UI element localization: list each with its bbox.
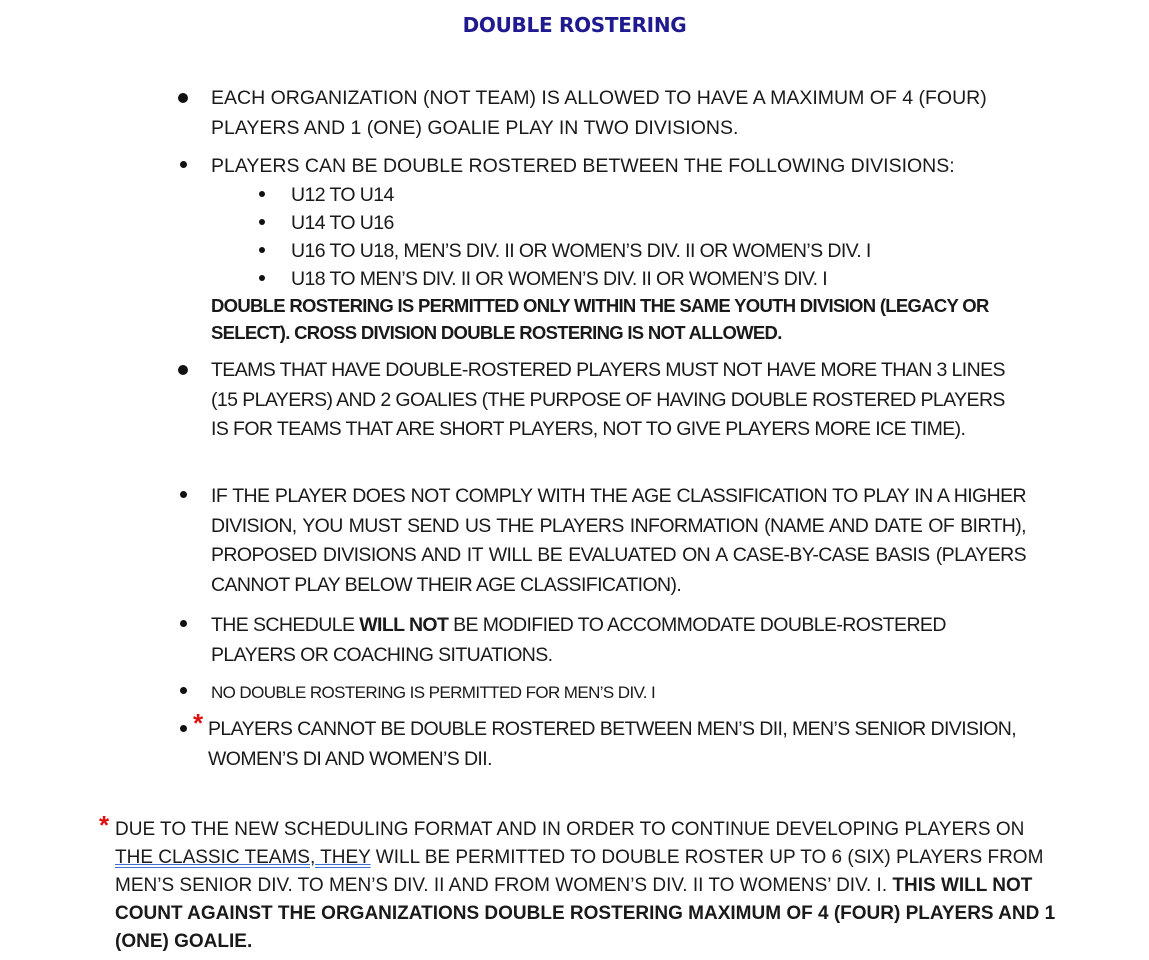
bullet <box>180 725 187 732</box>
rule-adult-divisions-text: PLAYERS CANNOT BE DOUBLE ROSTERED BETWEEN MEN’S DII, MEN’S SENIOR DIVISION, WOMEN’S DI AND WOMEN’S DII. <box>208 718 1017 770</box>
bullet <box>180 620 187 627</box>
rule-team-lines: TEAMS THAT HAVE DOUBLE-ROSTERED PLAYERS MUST NOT HAVE MORE THAN 3 LINES (15 PLAYERS) AND 2 GOALIES (THE PURPOSE OF HAVING DOUBLE ROSTERED PLAYERS IS FOR TEAMS THAT ARE SHORT PLAYERS, NOT TO GIVE PLAYERS MORE ICE TIME). <box>211 359 1005 440</box>
division-pair: U18 TO MEN’S DIV. II OR WOMEN’S DIV. II OR WOMEN’S DIV. I <box>291 268 828 290</box>
will-not-emphasis: WILL NOT <box>359 614 449 636</box>
footnote-bold: THIS WILL NOT COUNT AGAINST THE ORGANIZATIONS DOUBLE ROSTERING MAXIMUM OF 4 (FOUR) PLAYERS AND 1 (ONE) GOALIE. <box>115 875 1056 952</box>
page-title: DOUBLE ROSTERING <box>462 13 687 37</box>
asterisk-icon: * <box>193 708 204 738</box>
bullet <box>178 93 188 103</box>
division-pair: U14 TO U16 <box>291 212 394 234</box>
rule-schedule <box>211 611 1011 670</box>
sub-bullet <box>259 219 265 225</box>
schedule-text: THE SCHEDULE <box>211 614 360 636</box>
youth-division-note: DOUBLE ROSTERING IS PERMITTED ONLY WITHIN THE SAME YOUTH DIVISION (LEGACY OR SELECT). CROSS DIVISION DOUBLE ROSTERING IS NOT ALLOWED. <box>211 295 989 343</box>
asterisk-icon: * <box>99 810 110 840</box>
rule-adult-divisions <box>208 715 1048 774</box>
bullet <box>178 365 188 375</box>
bullet <box>180 161 187 168</box>
sub-bullet <box>259 275 265 281</box>
rule-mens-div-i: NO DOUBLE ROSTERING IS PERMITTED FOR MEN’S DIV. I <box>211 683 656 702</box>
classic-teams-text: THE CLASSIC TEAMS, THEY <box>115 847 371 868</box>
footnote-body: WILL BE PERMITTED TO DOUBLE ROSTER UP TO 6 (SIX) PLAYERS FROM MEN’S SENIOR DIV. TO MEN’S DIV. II AND FROM WOMEN’S DIV. II TO WOMENS’ DIV. I. <box>115 847 1044 896</box>
division-pair: U16 TO U18, MEN’S DIV. II OR WOMEN’S DIV. II OR WOMEN’S DIV. I <box>291 240 871 262</box>
bullet <box>180 687 187 694</box>
footnote-line1: DUE TO THE NEW SCHEDULING FORMAT AND IN ORDER TO CONTINUE DEVELOPING PLAYERS ON <box>115 819 1025 840</box>
sub-bullet <box>259 191 265 197</box>
rule-age-classification: IF THE PLAYER DOES NOT COMPLY WITH THE AGE CLASSIFICATION TO PLAY IN A HIGHER DIVISION, YOU MUST SEND US THE PLAYERS INFORMATION (NAME AND DATE OF BIRTH), PROPOSED DIVISIONS AND IT WILL BE EVALUATED ON A CASE-BY-CASE BASIS (PLAYERS CANNOT PLAY BELOW THEIR AGE CLASSIFICATION). <box>211 485 1026 596</box>
sub-bullet <box>259 247 265 253</box>
rule-organization-maximum: EACH ORGANIZATION (NOT TEAM) IS ALLOWED TO HAVE A MAXIMUM OF 4 (FOUR) PLAYERS AND 1 (ONE) GOALIE PLAY IN TWO DIVISIONS. <box>211 87 987 139</box>
division-pair: U12 TO U14 <box>291 184 394 206</box>
rule-divisions-intro: PLAYERS CAN BE DOUBLE ROSTERED BETWEEN THE FOLLOWING DIVISIONS: <box>211 155 955 177</box>
footnote <box>115 816 1060 956</box>
schedule-text-rest: BE MODIFIED TO ACCOMMODATE DOUBLE-ROSTERED PLAYERS OR COACHING SITUATIONS. <box>211 614 946 666</box>
bullet <box>180 491 187 498</box>
